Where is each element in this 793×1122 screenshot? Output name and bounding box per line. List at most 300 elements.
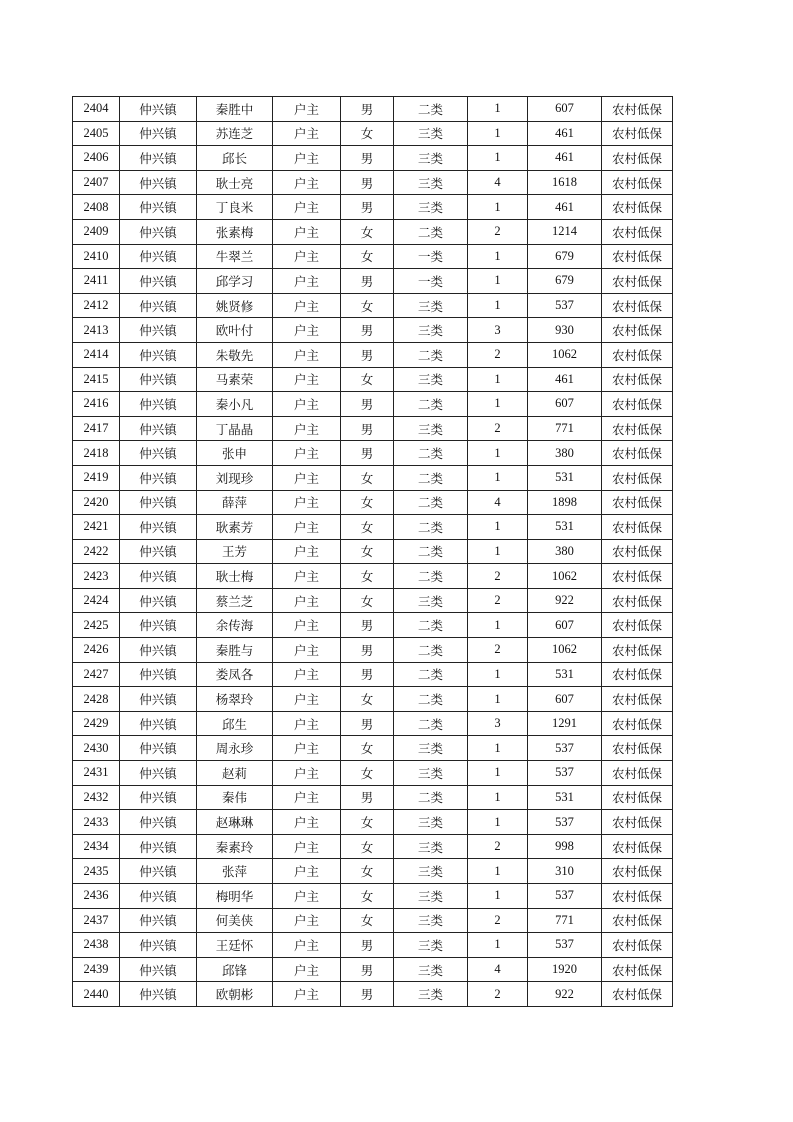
- name-cell: 秦胜与: [197, 638, 273, 663]
- gender-cell: 男: [341, 342, 394, 367]
- table-row: [73, 834, 673, 859]
- assistance-type-cell: 农村低保: [602, 957, 673, 982]
- town-cell: 仲兴镇: [120, 613, 197, 638]
- name-cell: 邱学习: [197, 269, 273, 294]
- category-cell: 二类: [394, 97, 468, 122]
- serial-no-cell: 2428: [73, 687, 120, 712]
- category-cell: 三类: [394, 416, 468, 441]
- relation-cell: 户主: [273, 269, 341, 294]
- gender-cell: 男: [341, 318, 394, 343]
- category-cell: 二类: [394, 490, 468, 515]
- serial-no-cell: 2436: [73, 884, 120, 909]
- relation-cell: 户主: [273, 711, 341, 736]
- gender-cell: 男: [341, 662, 394, 687]
- relation-cell: 户主: [273, 785, 341, 810]
- household-size-cell: 2: [468, 564, 528, 589]
- serial-no-cell: 2422: [73, 539, 120, 564]
- gender-cell: 女: [341, 515, 394, 540]
- name-cell: 张申: [197, 441, 273, 466]
- name-cell: 朱敬先: [197, 342, 273, 367]
- assistance-type-cell: 农村低保: [602, 490, 673, 515]
- assistance-type-cell: 农村低保: [602, 392, 673, 417]
- household-size-cell: 1: [468, 195, 528, 220]
- table-row: [73, 736, 673, 761]
- household-size-cell: 1: [468, 687, 528, 712]
- gender-cell: 男: [341, 195, 394, 220]
- relation-cell: 户主: [273, 293, 341, 318]
- town-cell: 仲兴镇: [120, 441, 197, 466]
- relation-cell: 户主: [273, 441, 341, 466]
- category-cell: 三类: [394, 367, 468, 392]
- town-cell: 仲兴镇: [120, 957, 197, 982]
- serial-no-cell: 2414: [73, 342, 120, 367]
- category-cell: 三类: [394, 957, 468, 982]
- assistance-type-cell: 农村低保: [602, 318, 673, 343]
- household-size-cell: 1: [468, 662, 528, 687]
- serial-no-cell: 2420: [73, 490, 120, 515]
- name-cell: 丁晶晶: [197, 416, 273, 441]
- amount-cell: 1062: [528, 342, 602, 367]
- relation-cell: 户主: [273, 859, 341, 884]
- serial-no-cell: 2421: [73, 515, 120, 540]
- gender-cell: 男: [341, 982, 394, 1007]
- household-size-cell: 1: [468, 146, 528, 171]
- name-cell: 秦素玲: [197, 834, 273, 859]
- assistance-type-cell: 农村低保: [602, 515, 673, 540]
- serial-no-cell: 2408: [73, 195, 120, 220]
- category-cell: 三类: [394, 933, 468, 958]
- relation-cell: 户主: [273, 219, 341, 244]
- household-size-cell: 2: [468, 982, 528, 1007]
- amount-cell: 531: [528, 515, 602, 540]
- table-row: [73, 293, 673, 318]
- gender-cell: 女: [341, 490, 394, 515]
- assistance-type-cell: 农村低保: [602, 908, 673, 933]
- assistance-type-cell: 农村低保: [602, 810, 673, 835]
- town-cell: 仲兴镇: [120, 662, 197, 687]
- table-row: [73, 859, 673, 884]
- assistance-type-cell: 农村低保: [602, 244, 673, 269]
- assistance-type-cell: 农村低保: [602, 564, 673, 589]
- category-cell: 三类: [394, 588, 468, 613]
- gender-cell: 女: [341, 564, 394, 589]
- gender-cell: 女: [341, 244, 394, 269]
- town-cell: 仲兴镇: [120, 711, 197, 736]
- town-cell: 仲兴镇: [120, 539, 197, 564]
- assistance-type-cell: 农村低保: [602, 785, 673, 810]
- relation-cell: 户主: [273, 244, 341, 269]
- name-cell: 秦胜中: [197, 97, 273, 122]
- amount-cell: 461: [528, 367, 602, 392]
- relation-cell: 户主: [273, 564, 341, 589]
- name-cell: 耿士亮: [197, 170, 273, 195]
- table-row: [73, 441, 673, 466]
- table-row: [73, 761, 673, 786]
- household-size-cell: 3: [468, 711, 528, 736]
- name-cell: 耿素芳: [197, 515, 273, 540]
- category-cell: 三类: [394, 982, 468, 1007]
- amount-cell: 607: [528, 613, 602, 638]
- household-size-cell: 2: [468, 219, 528, 244]
- serial-no-cell: 2424: [73, 588, 120, 613]
- amount-cell: 922: [528, 982, 602, 1007]
- amount-cell: 1291: [528, 711, 602, 736]
- household-size-cell: 1: [468, 613, 528, 638]
- category-cell: 二类: [394, 392, 468, 417]
- assistance-type-cell: 农村低保: [602, 736, 673, 761]
- serial-no-cell: 2411: [73, 269, 120, 294]
- category-cell: 三类: [394, 810, 468, 835]
- category-cell: 二类: [394, 638, 468, 663]
- household-size-cell: 1: [468, 859, 528, 884]
- serial-no-cell: 2438: [73, 933, 120, 958]
- amount-cell: 380: [528, 441, 602, 466]
- name-cell: 欧朝彬: [197, 982, 273, 1007]
- serial-no-cell: 2416: [73, 392, 120, 417]
- assistance-type-cell: 农村低保: [602, 293, 673, 318]
- relation-cell: 户主: [273, 638, 341, 663]
- assistance-type-cell: 农村低保: [602, 884, 673, 909]
- gender-cell: 女: [341, 121, 394, 146]
- gender-cell: 男: [341, 170, 394, 195]
- assistance-type-cell: 农村低保: [602, 687, 673, 712]
- assistance-type-cell: 农村低保: [602, 195, 673, 220]
- household-size-cell: 1: [468, 269, 528, 294]
- gender-cell: 女: [341, 908, 394, 933]
- table-row: [73, 269, 673, 294]
- amount-cell: 1898: [528, 490, 602, 515]
- category-cell: 三类: [394, 195, 468, 220]
- category-cell: 一类: [394, 269, 468, 294]
- household-size-cell: 1: [468, 465, 528, 490]
- gender-cell: 女: [341, 884, 394, 909]
- name-cell: 姚贤修: [197, 293, 273, 318]
- relation-cell: 户主: [273, 761, 341, 786]
- amount-cell: 679: [528, 269, 602, 294]
- town-cell: 仲兴镇: [120, 318, 197, 343]
- category-cell: 二类: [394, 539, 468, 564]
- relation-cell: 户主: [273, 662, 341, 687]
- town-cell: 仲兴镇: [120, 859, 197, 884]
- relation-cell: 户主: [273, 515, 341, 540]
- amount-cell: 1618: [528, 170, 602, 195]
- relation-cell: 户主: [273, 613, 341, 638]
- relation-cell: 户主: [273, 342, 341, 367]
- table-row: [73, 638, 673, 663]
- town-cell: 仲兴镇: [120, 392, 197, 417]
- category-cell: 二类: [394, 564, 468, 589]
- category-cell: 三类: [394, 884, 468, 909]
- category-cell: 三类: [394, 121, 468, 146]
- town-cell: 仲兴镇: [120, 269, 197, 294]
- town-cell: 仲兴镇: [120, 761, 197, 786]
- relation-cell: 户主: [273, 736, 341, 761]
- relation-cell: 户主: [273, 121, 341, 146]
- assistance-type-cell: 农村低保: [602, 539, 673, 564]
- table-row: [73, 662, 673, 687]
- gender-cell: 男: [341, 711, 394, 736]
- relation-cell: 户主: [273, 170, 341, 195]
- table-row: [73, 613, 673, 638]
- amount-cell: 1062: [528, 638, 602, 663]
- household-size-cell: 1: [468, 293, 528, 318]
- name-cell: 欧叶付: [197, 318, 273, 343]
- household-size-cell: 1: [468, 121, 528, 146]
- records-table: [72, 96, 673, 1007]
- category-cell: 三类: [394, 293, 468, 318]
- name-cell: 娄凤各: [197, 662, 273, 687]
- serial-no-cell: 2406: [73, 146, 120, 171]
- table-row: [73, 515, 673, 540]
- amount-cell: 771: [528, 416, 602, 441]
- relation-cell: 户主: [273, 539, 341, 564]
- table-row: [73, 810, 673, 835]
- table-row: [73, 219, 673, 244]
- serial-no-cell: 2417: [73, 416, 120, 441]
- relation-cell: 户主: [273, 416, 341, 441]
- amount-cell: 607: [528, 687, 602, 712]
- name-cell: 蔡兰芝: [197, 588, 273, 613]
- serial-no-cell: 2434: [73, 834, 120, 859]
- gender-cell: 男: [341, 933, 394, 958]
- household-size-cell: 2: [468, 834, 528, 859]
- table-row: [73, 244, 673, 269]
- name-cell: 牛翠兰: [197, 244, 273, 269]
- assistance-type-cell: 农村低保: [602, 219, 673, 244]
- table-row: [73, 785, 673, 810]
- amount-cell: 1062: [528, 564, 602, 589]
- assistance-type-cell: 农村低保: [602, 121, 673, 146]
- name-cell: 秦伟: [197, 785, 273, 810]
- serial-no-cell: 2412: [73, 293, 120, 318]
- town-cell: 仲兴镇: [120, 367, 197, 392]
- assistance-type-cell: 农村低保: [602, 342, 673, 367]
- relation-cell: 户主: [273, 687, 341, 712]
- household-size-cell: 4: [468, 170, 528, 195]
- table-row: [73, 539, 673, 564]
- amount-cell: 531: [528, 785, 602, 810]
- amount-cell: 537: [528, 736, 602, 761]
- town-cell: 仲兴镇: [120, 465, 197, 490]
- amount-cell: 998: [528, 834, 602, 859]
- category-cell: 二类: [394, 465, 468, 490]
- amount-cell: 461: [528, 146, 602, 171]
- gender-cell: 男: [341, 613, 394, 638]
- town-cell: 仲兴镇: [120, 293, 197, 318]
- serial-no-cell: 2404: [73, 97, 120, 122]
- amount-cell: 922: [528, 588, 602, 613]
- gender-cell: 女: [341, 687, 394, 712]
- serial-no-cell: 2413: [73, 318, 120, 343]
- town-cell: 仲兴镇: [120, 97, 197, 122]
- serial-no-cell: 2418: [73, 441, 120, 466]
- town-cell: 仲兴镇: [120, 933, 197, 958]
- table-row: [73, 392, 673, 417]
- category-cell: 三类: [394, 908, 468, 933]
- household-size-cell: 1: [468, 97, 528, 122]
- household-size-cell: 1: [468, 441, 528, 466]
- table-row: [73, 687, 673, 712]
- household-size-cell: 4: [468, 490, 528, 515]
- household-size-cell: 1: [468, 244, 528, 269]
- town-cell: 仲兴镇: [120, 515, 197, 540]
- relation-cell: 户主: [273, 884, 341, 909]
- household-size-cell: 2: [468, 342, 528, 367]
- amount-cell: 1920: [528, 957, 602, 982]
- name-cell: 秦小凡: [197, 392, 273, 417]
- relation-cell: 户主: [273, 982, 341, 1007]
- category-cell: 二类: [394, 711, 468, 736]
- table-row: [73, 121, 673, 146]
- amount-cell: 607: [528, 392, 602, 417]
- serial-no-cell: 2437: [73, 908, 120, 933]
- gender-cell: 女: [341, 539, 394, 564]
- relation-cell: 户主: [273, 195, 341, 220]
- name-cell: 何美侠: [197, 908, 273, 933]
- household-size-cell: 2: [468, 908, 528, 933]
- amount-cell: 537: [528, 293, 602, 318]
- table-row: [73, 170, 673, 195]
- town-cell: 仲兴镇: [120, 564, 197, 589]
- serial-no-cell: 2440: [73, 982, 120, 1007]
- town-cell: 仲兴镇: [120, 416, 197, 441]
- relation-cell: 户主: [273, 318, 341, 343]
- gender-cell: 男: [341, 146, 394, 171]
- household-size-cell: 1: [468, 785, 528, 810]
- name-cell: 薛萍: [197, 490, 273, 515]
- household-size-cell: 2: [468, 416, 528, 441]
- amount-cell: 537: [528, 761, 602, 786]
- name-cell: 赵琳琳: [197, 810, 273, 835]
- table-row: [73, 490, 673, 515]
- assistance-type-cell: 农村低保: [602, 441, 673, 466]
- assistance-type-cell: 农村低保: [602, 834, 673, 859]
- table-row: [73, 416, 673, 441]
- serial-no-cell: 2430: [73, 736, 120, 761]
- name-cell: 王芳: [197, 539, 273, 564]
- serial-no-cell: 2410: [73, 244, 120, 269]
- household-size-cell: 3: [468, 318, 528, 343]
- serial-no-cell: 2415: [73, 367, 120, 392]
- table-row: [73, 982, 673, 1007]
- name-cell: 余传海: [197, 613, 273, 638]
- assistance-type-cell: 农村低保: [602, 761, 673, 786]
- household-size-cell: 2: [468, 638, 528, 663]
- gender-cell: 男: [341, 269, 394, 294]
- gender-cell: 女: [341, 293, 394, 318]
- gender-cell: 女: [341, 219, 394, 244]
- town-cell: 仲兴镇: [120, 342, 197, 367]
- assistance-type-cell: 农村低保: [602, 588, 673, 613]
- town-cell: 仲兴镇: [120, 736, 197, 761]
- serial-no-cell: 2431: [73, 761, 120, 786]
- relation-cell: 户主: [273, 588, 341, 613]
- table-row: [73, 564, 673, 589]
- name-cell: 王廷怀: [197, 933, 273, 958]
- amount-cell: 537: [528, 933, 602, 958]
- relation-cell: 户主: [273, 957, 341, 982]
- gender-cell: 女: [341, 367, 394, 392]
- name-cell: 张素梅: [197, 219, 273, 244]
- household-size-cell: 1: [468, 515, 528, 540]
- category-cell: 二类: [394, 687, 468, 712]
- table-row: [73, 465, 673, 490]
- category-cell: 三类: [394, 318, 468, 343]
- amount-cell: 531: [528, 465, 602, 490]
- household-size-cell: 1: [468, 884, 528, 909]
- amount-cell: 537: [528, 810, 602, 835]
- amount-cell: 310: [528, 859, 602, 884]
- relation-cell: 户主: [273, 490, 341, 515]
- gender-cell: 女: [341, 465, 394, 490]
- serial-no-cell: 2419: [73, 465, 120, 490]
- household-size-cell: 1: [468, 761, 528, 786]
- serial-no-cell: 2433: [73, 810, 120, 835]
- table-row: [73, 318, 673, 343]
- amount-cell: 930: [528, 318, 602, 343]
- town-cell: 仲兴镇: [120, 588, 197, 613]
- town-cell: 仲兴镇: [120, 146, 197, 171]
- category-cell: 二类: [394, 613, 468, 638]
- gender-cell: 女: [341, 736, 394, 761]
- category-cell: 二类: [394, 342, 468, 367]
- name-cell: 邱长: [197, 146, 273, 171]
- table-row: [73, 588, 673, 613]
- gender-cell: 女: [341, 810, 394, 835]
- relation-cell: 户主: [273, 933, 341, 958]
- table-row: [73, 146, 673, 171]
- amount-cell: 607: [528, 97, 602, 122]
- name-cell: 马素荣: [197, 367, 273, 392]
- town-cell: 仲兴镇: [120, 638, 197, 663]
- name-cell: 耿士梅: [197, 564, 273, 589]
- assistance-type-cell: 农村低保: [602, 269, 673, 294]
- gender-cell: 男: [341, 392, 394, 417]
- relation-cell: 户主: [273, 146, 341, 171]
- amount-cell: 679: [528, 244, 602, 269]
- household-size-cell: 1: [468, 392, 528, 417]
- amount-cell: 461: [528, 121, 602, 146]
- category-cell: 二类: [394, 662, 468, 687]
- table-row: [73, 884, 673, 909]
- assistance-type-cell: 农村低保: [602, 465, 673, 490]
- gender-cell: 男: [341, 785, 394, 810]
- gender-cell: 男: [341, 97, 394, 122]
- assistance-type-cell: 农村低保: [602, 170, 673, 195]
- household-size-cell: 1: [468, 736, 528, 761]
- category-cell: 二类: [394, 441, 468, 466]
- category-cell: 三类: [394, 834, 468, 859]
- town-cell: 仲兴镇: [120, 884, 197, 909]
- name-cell: 苏连芝: [197, 121, 273, 146]
- relation-cell: 户主: [273, 810, 341, 835]
- town-cell: 仲兴镇: [120, 490, 197, 515]
- serial-no-cell: 2439: [73, 957, 120, 982]
- assistance-type-cell: 农村低保: [602, 146, 673, 171]
- amount-cell: 461: [528, 195, 602, 220]
- assistance-type-cell: 农村低保: [602, 982, 673, 1007]
- town-cell: 仲兴镇: [120, 908, 197, 933]
- serial-no-cell: 2405: [73, 121, 120, 146]
- assistance-type-cell: 农村低保: [602, 97, 673, 122]
- serial-no-cell: 2425: [73, 613, 120, 638]
- assistance-type-cell: 农村低保: [602, 416, 673, 441]
- town-cell: 仲兴镇: [120, 244, 197, 269]
- town-cell: 仲兴镇: [120, 785, 197, 810]
- amount-cell: 531: [528, 662, 602, 687]
- gender-cell: 男: [341, 441, 394, 466]
- category-cell: 一类: [394, 244, 468, 269]
